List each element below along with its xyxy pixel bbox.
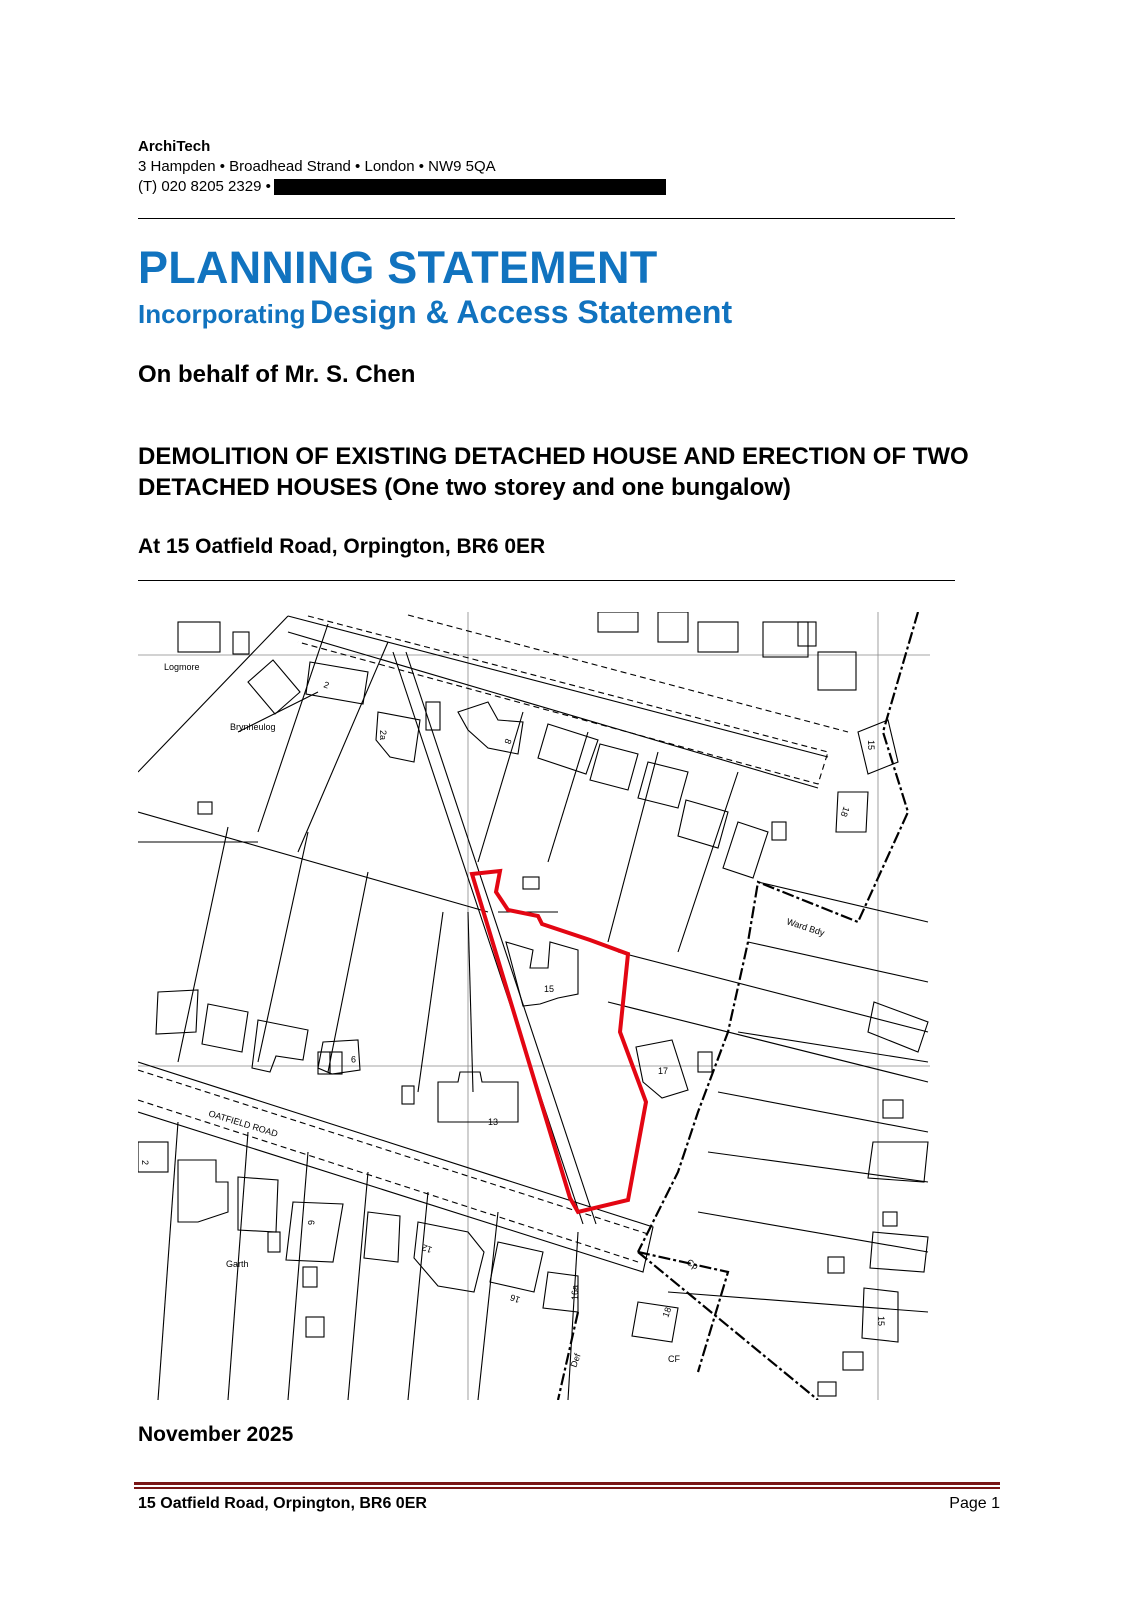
footer-address: 15 Oatfield Road, Orpington, BR6 0ER <box>138 1495 427 1512</box>
oatfield-road <box>138 1070 648 1262</box>
site-location-plan <box>138 612 930 1400</box>
map-label-oatfield-road: OATFIELD ROAD <box>207 1108 280 1139</box>
map-label-15-site: 15 <box>544 984 555 994</box>
map-label-15-bottom: 15 <box>876 1316 886 1327</box>
subtitle-main: Design & Access Statement <box>310 294 733 330</box>
proposal-description: DEMOLITION OF EXISTING DETACHED HOUSE AND ERECTION OF TWO DETACHED HOUSES (One two storey and one bungalow) <box>138 443 969 501</box>
map-label-garth: Garth <box>226 1259 249 1269</box>
map-label-2a: 2a <box>378 730 388 741</box>
map-label-cp: Cp <box>685 1257 700 1272</box>
map-label-18-bottom: 18 <box>660 1305 674 1319</box>
map-label-17: 17 <box>658 1066 669 1076</box>
company-name: ArchiTech <box>138 138 211 155</box>
map-label-logmore: Logmore <box>164 662 200 672</box>
map-label-brynheulog: Brynheulog <box>230 722 276 732</box>
document-subtitle <box>138 294 732 331</box>
map-label-2-left: 2 <box>140 1160 150 1166</box>
company-address: 3 Hampden • Broadhead Strand • London • NW9 5QA <box>138 158 496 175</box>
map-label-16a: 16a <box>570 1284 580 1300</box>
map-label-ward-bdy: Ward Bdy <box>785 916 826 939</box>
client-line: On behalf of Mr. S. Chen <box>138 361 416 388</box>
ward-boundary <box>558 612 918 1400</box>
document-date: November 2025 <box>138 1423 294 1446</box>
map-label-2: 2 <box>322 679 331 691</box>
phone-number: (T) 020 8205 2329 • <box>138 178 271 195</box>
page-number: Page 1 <box>949 1495 1000 1512</box>
company-contact <box>138 178 666 195</box>
map-label-9: 9 <box>350 1054 356 1064</box>
map-label-16: 16 <box>508 1292 522 1306</box>
map-label-15-top: 15 <box>866 740 876 751</box>
header-divider <box>138 218 955 219</box>
map-label-12: 12 <box>420 1242 434 1256</box>
footer-divider <box>134 1482 1000 1485</box>
title-divider <box>138 580 955 581</box>
footer-divider-secondary <box>134 1487 1000 1489</box>
map-label-18-top: 18 <box>838 805 852 819</box>
map-label-13: 13 <box>488 1117 499 1127</box>
document-title: PLANNING STATEMENT <box>138 242 658 293</box>
map-label-cf: CF <box>668 1354 680 1364</box>
map-label-def: Def <box>568 1352 583 1369</box>
map-label-8: 8 <box>502 737 514 746</box>
map-label-6: 6 <box>306 1220 316 1226</box>
redacted-block <box>274 179 666 195</box>
site-address: At 15 Oatfield Road, Orpington, BR6 0ER <box>138 535 546 558</box>
subtitle-prefix: Incorporating <box>138 299 306 329</box>
site-boundary-outline <box>472 871 646 1212</box>
